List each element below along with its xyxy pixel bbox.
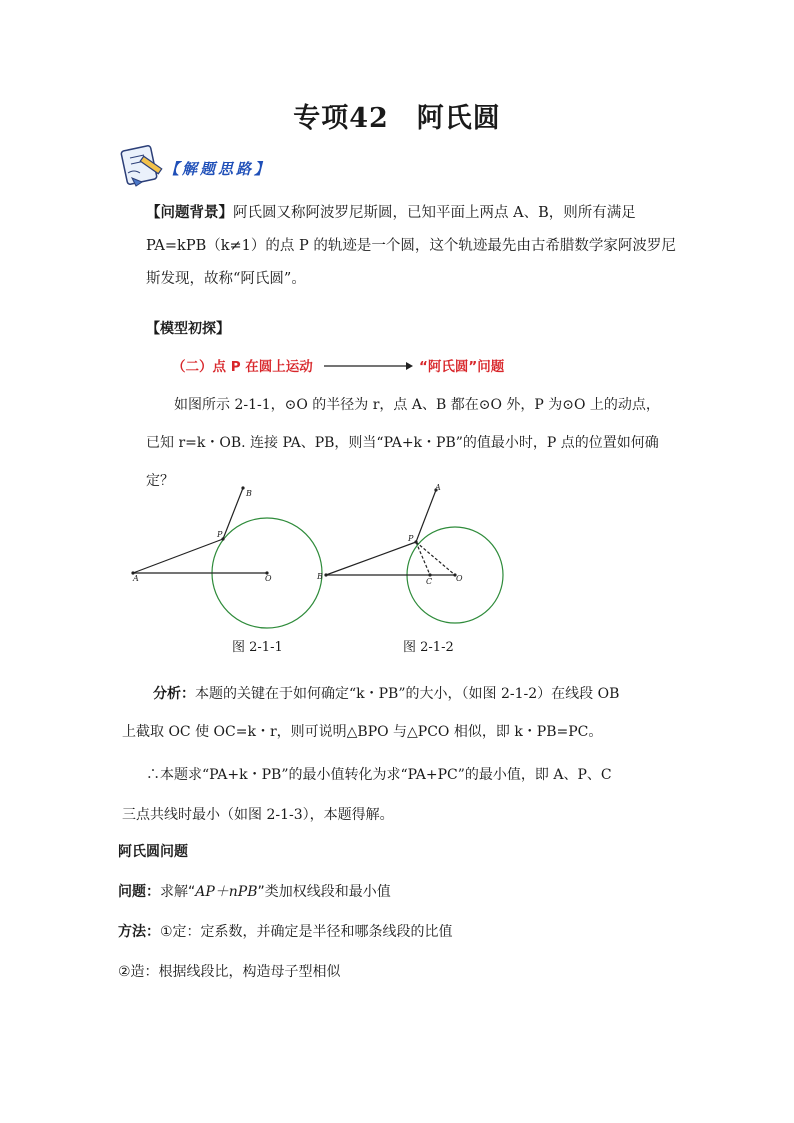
background-line2: PA=kPB（k≠1）的点 P 的轨迹是一个圆，这个轨迹最先由古希腊数学家阿波罗尼: [146, 238, 676, 254]
solution-badge: [118, 138, 298, 192]
analysis-line1-row: [153, 684, 619, 704]
label-o-2: O: [456, 574, 463, 583]
figure-2-1-2: [316, 484, 503, 623]
title-main: 专项42: [293, 103, 389, 134]
analysis-line3: ∴本题求“PA+k・PB”的最小值转化为求“PA+PC”的最小值，即 A、P、C: [146, 767, 612, 783]
figure-2-1-1: [131, 486, 322, 628]
label-a-2: A: [435, 484, 441, 492]
section-heading: 阿氏圆问题: [118, 844, 188, 860]
background-label: 【问题背景】: [146, 204, 233, 221]
method-label: 方法：: [118, 924, 160, 940]
label-a-1: A: [133, 574, 139, 583]
problem-post: ”类加权线段和最小值: [257, 884, 391, 900]
case-target: “阿氏圆”问题: [419, 359, 505, 375]
label-p-1: P: [217, 530, 223, 539]
caption-fig1: 图 2-1-1: [232, 640, 283, 655]
method-2: ②造：根据线段比，构造母子型相似: [118, 964, 341, 980]
problem-pre: 求解“: [160, 884, 196, 900]
title-sub: 阿氏圆: [416, 103, 501, 134]
figures: [110, 484, 670, 634]
arrow-right-icon: [322, 359, 414, 373]
segment-ap: [133, 539, 223, 573]
background-paragraph: [146, 196, 676, 296]
label-b-2: B: [317, 572, 323, 581]
method-1: ①定：定系数，并确定是半径和哪条线段的比值: [160, 924, 453, 940]
analysis-line4: 三点共线时最小（如图 2-1-3），本题得解。: [122, 807, 394, 823]
label-c-2: C: [426, 577, 433, 586]
model-desc2: 已知 r=k・OB. 连接 PA、PB，则当“PA+k・PB”的值最小时，P 点的位置如何确: [146, 435, 659, 451]
analysis-line2: 上截取 OC 使 OC=k・r，则可说明△BPO 与△PCO 相似，即 k・PB=PC。: [122, 724, 603, 740]
segment-pc: [416, 542, 430, 575]
page-title: [0, 96, 794, 135]
caption-fig2: 图 2-1-2: [403, 640, 454, 655]
background-line3: 斯发现，故称“阿氏圆”。: [146, 271, 306, 287]
model-label: 【模型初探】: [146, 321, 230, 337]
problem-label: 问题：: [118, 884, 160, 900]
model-desc1: 如图所示 2-1-1，⊙O 的半径为 r，点 A、B 都在⊙O 外，P 为⊙O 上的动点，: [174, 397, 660, 413]
model-desc3: 定？: [146, 473, 174, 489]
label-o-1: O: [265, 574, 272, 583]
analysis-label: 分析：: [153, 686, 195, 702]
badge-label: 【解题思路】: [164, 160, 273, 178]
case-label: （二）点 P 在圆上运动: [172, 359, 313, 375]
problem-row: [118, 882, 391, 902]
label-p-2: P: [408, 534, 414, 543]
segment-pb: [223, 488, 243, 539]
background-line1: 阿氏圆又称阿波罗尼斯圆，已知平面上两点 A、B，则所有满足: [233, 205, 636, 221]
segment-bp: [326, 542, 416, 575]
segment-po: [416, 542, 455, 575]
problem-formula: AP＋nPB: [195, 884, 258, 900]
segment-pa: [416, 490, 436, 542]
method-row: [118, 922, 453, 942]
case-heading: [172, 355, 532, 377]
label-b-1: B: [246, 489, 252, 498]
analysis-line1: 本题的关键在于如何确定“k・PB”的大小，（如图 2-1-2）在线段 OB: [195, 686, 620, 702]
